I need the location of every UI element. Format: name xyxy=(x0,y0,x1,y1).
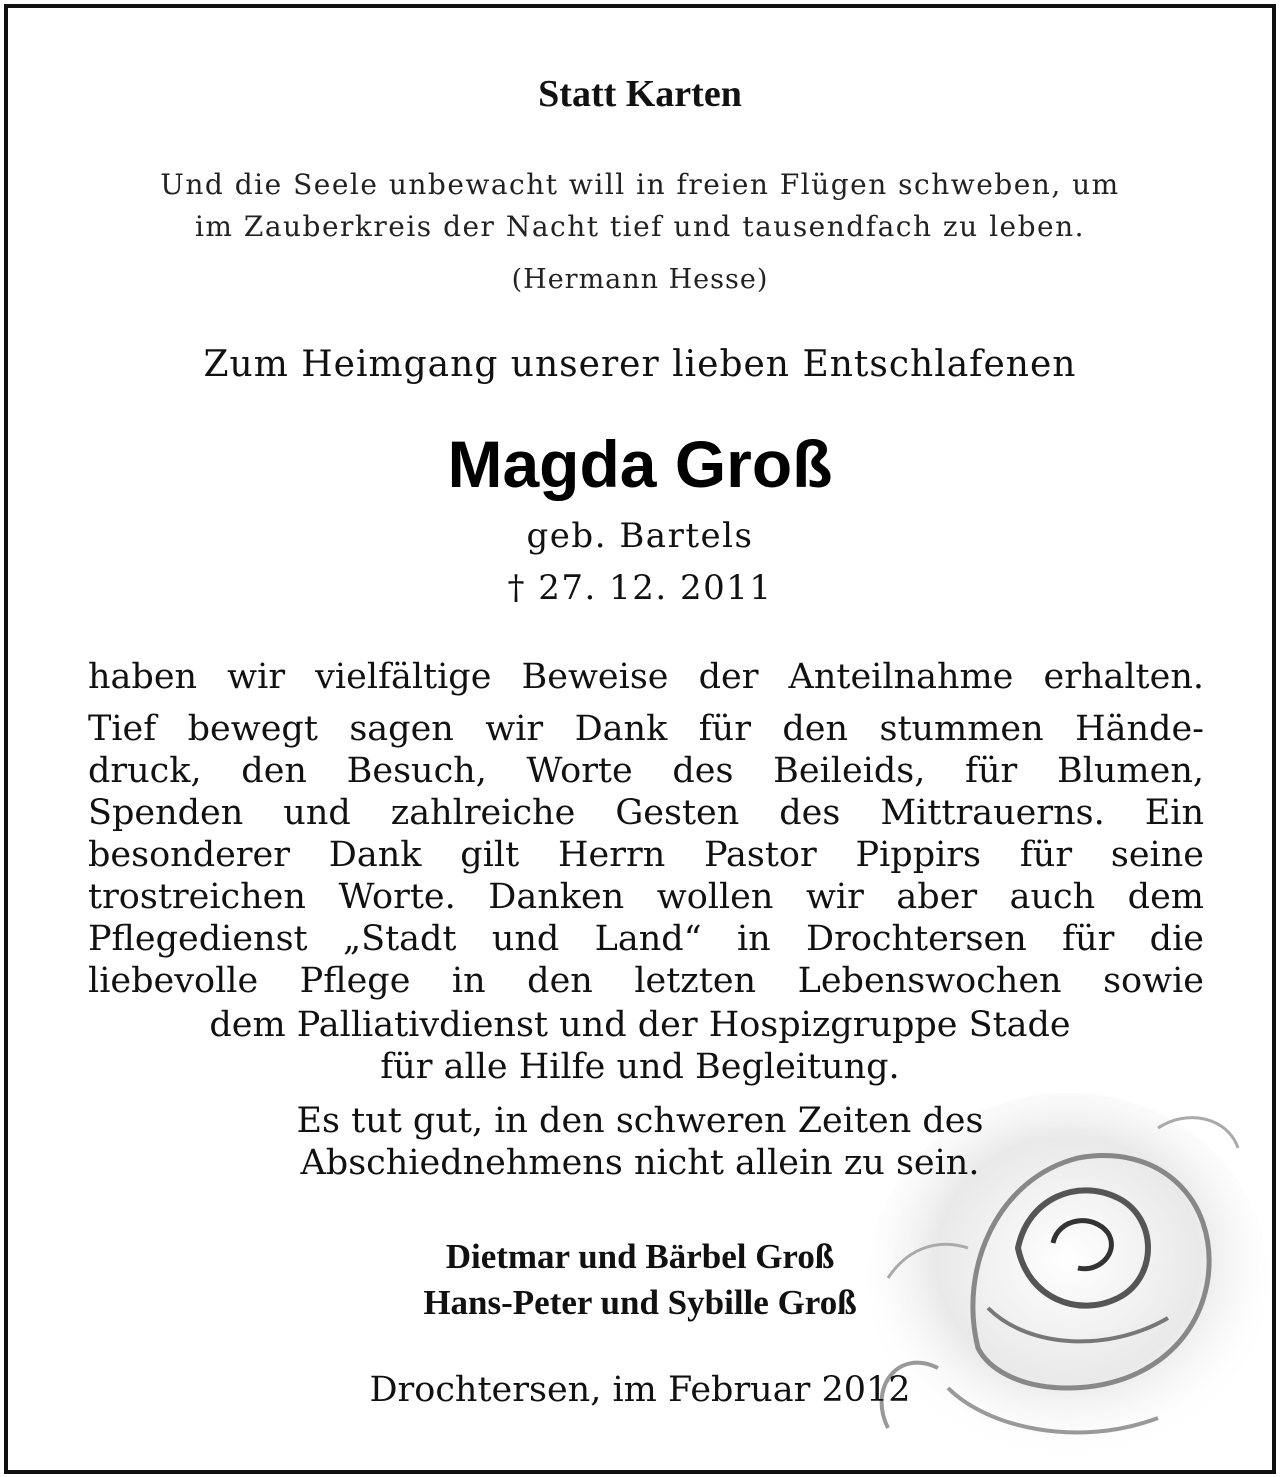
death-date: † 27. 12. 2011 xyxy=(507,568,773,608)
closing-line: Abschiednehmens nicht allein zu sein. xyxy=(300,1143,980,1183)
quote-author: (Hermann Hesse) xyxy=(511,264,769,295)
intro-text: Zum Heimgang unserer lieben Entschlafenen xyxy=(203,344,1077,385)
maiden-name: geb. Bartels xyxy=(526,516,754,556)
body-paragraph xyxy=(88,708,1204,1002)
body-line: dem Palliativdienst und der Hospizgruppe Stade xyxy=(209,1005,1071,1045)
body-centered xyxy=(8,1004,1272,1088)
place-date: Drochtersen, im Februar 2012 xyxy=(369,1370,911,1410)
signature-line: Hans-Peter und Sybille Groß xyxy=(423,1283,857,1322)
body-line: Tief bewegt sagen wir Dank für den stummen Hände- xyxy=(88,709,1204,749)
body-line: Spenden und zahlreiche Gesten des Mittrauerns. Ein xyxy=(88,793,1204,833)
closing-line: Es tut gut, in den schweren Zeiten des xyxy=(296,1101,984,1141)
deceased-name: Magda Groß xyxy=(447,427,833,501)
body-line: Pflegedienst „Stadt und Land“ in Drochtersen für die xyxy=(88,919,1204,959)
quote-line: im Zauberkreis der Nacht tief und tausendfach zu leben. xyxy=(194,210,1086,243)
obituary-frame xyxy=(4,4,1276,1474)
header-title: Statt Karten xyxy=(538,73,742,115)
body-line: liebevolle Pflege in den letzten Lebenswochen sowie xyxy=(88,961,1204,1001)
signatures xyxy=(8,1234,1272,1326)
body-first-line: haben wir vielfältige Beweise der Anteilnahme erhalten. xyxy=(88,657,1204,697)
closing-text xyxy=(8,1100,1272,1184)
quote-line: Und die Seele unbewacht will in freien Flügen schweben, um xyxy=(160,168,1120,201)
body-line: trostreichen Worte. Danken wollen wir aber auch dem xyxy=(88,877,1204,917)
body-line: für alle Hilfe und Begleitung. xyxy=(380,1047,900,1087)
body-line: besonderer Dank gilt Herrn Pastor Pippirs für seine xyxy=(88,835,1204,875)
body-line: druck, den Besuch, Worte des Beileids, für Blumen, xyxy=(88,751,1204,791)
signature-line: Dietmar und Bärbel Groß xyxy=(445,1237,835,1276)
